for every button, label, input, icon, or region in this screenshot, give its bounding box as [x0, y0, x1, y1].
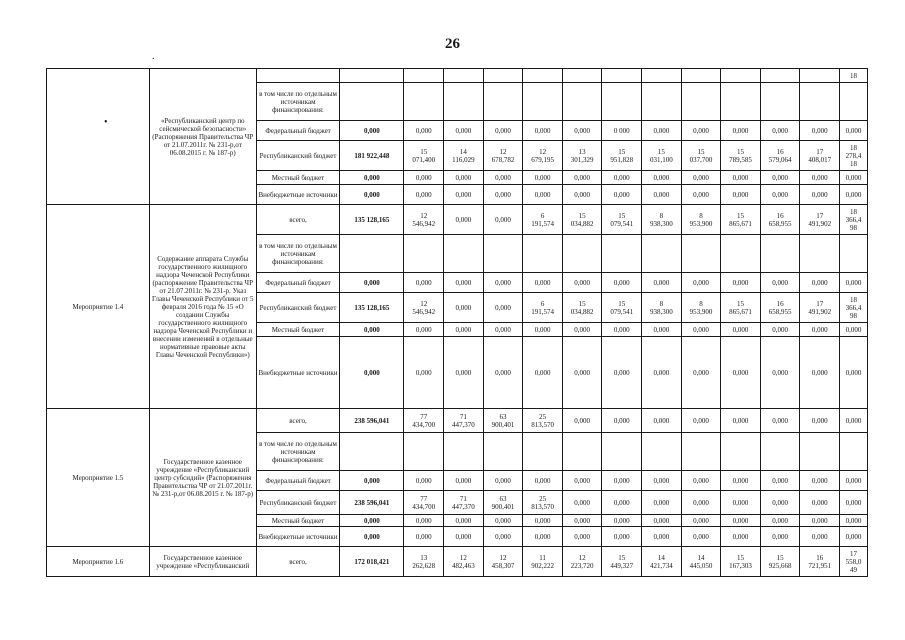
value-cell: 14 116,029 — [444, 141, 484, 171]
value-cell: 0,000 — [642, 171, 682, 185]
total-cell: 0,000 — [340, 527, 404, 547]
value-cell: 0,000 — [444, 185, 484, 205]
source-label: Местный бюджет — [256, 323, 339, 337]
value-cell: 0,000 — [562, 527, 602, 547]
margin-dot: . — [152, 51, 155, 62]
value-cell: 13 301,329 — [562, 141, 602, 171]
value-cell — [562, 69, 602, 83]
value-cell: 0,000 — [523, 185, 563, 205]
value-cell: 12 679,195 — [523, 141, 563, 171]
value-cell: 16 579,064 — [760, 141, 800, 171]
value-cell — [602, 235, 642, 273]
value-cell: 16 658,955 — [760, 205, 800, 235]
value-cell: 0,000 — [800, 527, 840, 547]
value-cell: 0,000 — [602, 527, 642, 547]
value-cell: 0,000 — [602, 337, 642, 409]
value-cell: 14 445,050 — [681, 547, 721, 577]
value-cell: 18 366,4 98 — [840, 293, 868, 323]
value-cell — [800, 83, 840, 121]
budget-table-body — [47, 69, 868, 577]
value-cell: 12 546,942 — [404, 293, 444, 323]
value-cell — [404, 83, 444, 121]
value-cell: 0,000 — [800, 185, 840, 205]
value-cell: 16 721,951 — [800, 547, 840, 577]
total-cell: 181 922,448 — [340, 141, 404, 171]
value-cell: 8 938,300 — [642, 205, 682, 235]
value-cell: 0,000 — [483, 515, 523, 527]
value-cell: 0,000 — [681, 171, 721, 185]
value-cell: 0,000 — [483, 185, 523, 205]
value-cell: 16 658,955 — [760, 293, 800, 323]
value-cell: 0,000 — [523, 337, 563, 409]
value-cell: 77 434,700 — [404, 491, 444, 515]
value-cell — [721, 433, 761, 471]
value-cell: 17 558,0 49 — [840, 547, 868, 577]
value-cell — [562, 83, 602, 121]
value-cell: 0,000 — [602, 323, 642, 337]
value-cell: 12 678,782 — [483, 141, 523, 171]
source-label: Федеральный бюджет — [256, 121, 339, 141]
source-label — [256, 69, 339, 83]
value-cell — [523, 83, 563, 121]
value-cell: 0,000 — [840, 409, 868, 433]
value-cell — [444, 69, 484, 83]
value-cell: 0,000 — [721, 273, 761, 293]
value-cell: 17 491,902 — [800, 205, 840, 235]
value-cell: 0,000 — [602, 171, 642, 185]
value-cell: 0,000 — [444, 337, 484, 409]
value-cell: 0,000 — [444, 515, 484, 527]
value-cell: 0,000 — [760, 121, 800, 141]
value-cell: 15 951,828 — [602, 141, 642, 171]
description-cell: «Республиканский центр по сейсмической безопасности» (Распоряжения Правительства ЧР от 21.07.2011г. № 231-р,от 06.08.2015 г. № 187-р) — [149, 69, 256, 205]
value-cell: 15 037,700 — [681, 141, 721, 171]
total-cell: 172 018,421 — [340, 547, 404, 577]
value-cell: 0,000 — [681, 185, 721, 205]
value-cell: 13 262,628 — [404, 547, 444, 577]
value-cell: 0,000 — [681, 527, 721, 547]
table-row — [47, 547, 868, 577]
value-cell: 25 813,570 — [523, 409, 563, 433]
value-cell: 0,000 — [840, 171, 868, 185]
source-label: Федеральный бюджет — [256, 273, 339, 293]
source-label: Внебюджетные источники — [256, 185, 339, 205]
value-cell — [483, 433, 523, 471]
value-cell — [681, 235, 721, 273]
value-cell: 0,000 — [404, 471, 444, 491]
source-label: Внебюджетные источники — [256, 337, 339, 409]
total-cell: 135 128,165 — [340, 205, 404, 235]
value-cell: 0,000 — [444, 273, 484, 293]
value-cell: 0,000 — [523, 471, 563, 491]
value-cell: 0,000 — [760, 471, 800, 491]
value-cell: 14 421,734 — [642, 547, 682, 577]
value-cell: 0,000 — [800, 171, 840, 185]
value-cell: 0,000 — [721, 171, 761, 185]
value-cell: 0,000 — [523, 121, 563, 141]
total-cell: 0,000 — [340, 273, 404, 293]
value-cell: 0 000 — [602, 121, 642, 141]
value-cell: 0,000 — [800, 515, 840, 527]
total-cell: 135 128,165 — [340, 293, 404, 323]
value-cell: 15 167,303 — [721, 547, 761, 577]
total-cell: 0,000 — [340, 471, 404, 491]
value-cell: 0,000 — [800, 471, 840, 491]
total-cell — [340, 69, 404, 83]
value-cell: 0,000 — [681, 273, 721, 293]
value-cell: 0,000 — [523, 323, 563, 337]
value-cell: 0,000 — [681, 515, 721, 527]
value-cell: 15 449,327 — [602, 547, 642, 577]
value-cell: 0,000 — [681, 121, 721, 141]
value-cell — [523, 433, 563, 471]
value-cell: 0,000 — [483, 527, 523, 547]
value-cell — [681, 83, 721, 121]
value-cell: 0,000 — [800, 409, 840, 433]
value-cell — [444, 433, 484, 471]
source-label: в том числе по отдельным источникам финансирования: — [256, 83, 339, 121]
value-cell: 0,000 — [840, 527, 868, 547]
value-cell: 15 865,671 — [721, 293, 761, 323]
value-cell: 0,000 — [721, 337, 761, 409]
value-cell: 8 938,300 — [642, 293, 682, 323]
source-label: в том числе по отдельным источникам финансирования: — [256, 433, 339, 471]
value-cell — [404, 235, 444, 273]
value-cell — [721, 83, 761, 121]
value-cell: 0,000 — [562, 491, 602, 515]
total-cell: 0,000 — [340, 337, 404, 409]
value-cell — [404, 69, 444, 83]
value-cell — [483, 235, 523, 273]
value-cell — [642, 433, 682, 471]
value-cell: 0,000 — [642, 515, 682, 527]
table-row — [47, 409, 868, 433]
value-cell: 0,000 — [840, 273, 868, 293]
total-cell: 0,000 — [340, 185, 404, 205]
value-cell — [523, 235, 563, 273]
value-cell: 71 447,370 — [444, 409, 484, 433]
value-cell: 12 482,463 — [444, 547, 484, 577]
value-cell: 0,000 — [800, 323, 840, 337]
value-cell: 15 031,100 — [642, 141, 682, 171]
page-number: 26 — [445, 36, 460, 52]
value-cell: 0,000 — [523, 527, 563, 547]
source-label: Республиканский бюджет — [256, 141, 339, 171]
value-cell — [681, 69, 721, 83]
value-cell: 0,000 — [444, 527, 484, 547]
value-cell: 0,000 — [523, 273, 563, 293]
value-cell: 17 408,017 — [800, 141, 840, 171]
value-cell — [840, 433, 868, 471]
value-cell: 15 034,882 — [562, 293, 602, 323]
value-cell: 0,000 — [760, 273, 800, 293]
value-cell — [800, 69, 840, 83]
value-cell: 0,000 — [681, 491, 721, 515]
value-cell: 15 034,882 — [562, 205, 602, 235]
value-cell: 0,000 — [721, 471, 761, 491]
value-cell: 0,000 — [642, 323, 682, 337]
value-cell: 0,000 — [721, 323, 761, 337]
value-cell: 0,000 — [760, 185, 800, 205]
source-label: всего, — [256, 547, 339, 577]
value-cell: 0,000 — [483, 471, 523, 491]
value-cell — [602, 69, 642, 83]
value-cell: 12 458,307 — [483, 547, 523, 577]
value-cell — [642, 83, 682, 121]
value-cell: 0,000 — [404, 515, 444, 527]
value-cell: 0,000 — [642, 491, 682, 515]
value-cell: 77 434,700 — [404, 409, 444, 433]
source-label: Местный бюджет — [256, 515, 339, 527]
value-cell: 0,000 — [760, 337, 800, 409]
value-cell: 0,000 — [760, 491, 800, 515]
value-cell — [681, 433, 721, 471]
value-cell: 0,000 — [404, 185, 444, 205]
value-cell — [523, 69, 563, 83]
value-cell: 12 223,720 — [562, 547, 602, 577]
source-label: Местный бюджет — [256, 171, 339, 185]
value-cell: 0,000 — [721, 121, 761, 141]
value-cell: 25 813,570 — [523, 491, 563, 515]
value-cell: 0,000 — [483, 293, 523, 323]
value-cell: 0,000 — [760, 171, 800, 185]
value-cell: 0,000 — [562, 409, 602, 433]
value-cell — [444, 83, 484, 121]
total-cell: 0,000 — [340, 121, 404, 141]
description-cell: Государственное казенное учреждение «Республиканский — [149, 547, 256, 577]
value-cell: 0,000 — [562, 121, 602, 141]
value-cell: 0,000 — [562, 323, 602, 337]
source-label: в том числе по отдельным источникам финансирования: — [256, 235, 339, 273]
value-cell: 0,000 — [721, 527, 761, 547]
table-row — [47, 69, 868, 83]
value-cell: 15 789,585 — [721, 141, 761, 171]
value-cell: 0,000 — [404, 121, 444, 141]
source-label: Республиканский бюджет — [256, 293, 339, 323]
value-cell: 0,000 — [404, 337, 444, 409]
value-cell: 0,000 — [642, 121, 682, 141]
value-cell: 0,000 — [721, 185, 761, 205]
value-cell: 0,000 — [760, 527, 800, 547]
value-cell: 0,000 — [642, 185, 682, 205]
value-cell: 15 079,541 — [602, 205, 642, 235]
value-cell: 0,000 — [721, 515, 761, 527]
value-cell: 0,000 — [602, 515, 642, 527]
event-cell — [47, 69, 150, 205]
value-cell: 0,000 — [404, 527, 444, 547]
value-cell — [760, 83, 800, 121]
value-cell: 0,000 — [483, 171, 523, 185]
description-cell: Государственное казенное учреждение «Республиканский центр субсидий» (Распоряжения Правительства ЧР от 21.07.2011г. № 231-р,от 06.08.2015 г. № 187-р) — [149, 409, 256, 547]
value-cell: 0,000 — [602, 185, 642, 205]
value-cell: 0,000 — [760, 409, 800, 433]
value-cell: 0,000 — [642, 273, 682, 293]
value-cell: 0,000 — [721, 409, 761, 433]
value-cell: 0,000 — [562, 171, 602, 185]
value-cell: 0,000 — [562, 273, 602, 293]
description-cell: Содержание аппарата Службы государственного жилищного надзора Чеченской Республики (распоряжение Правительства ЧР от 21.07.2011г. № 231-р. Указ Главы Чеченской Республики от 5 февраля 2016 года № 15 «О создании Службы государственного жилищного надзора Чеченской Республики и внесении изменений в отдельные нормативные правовые акты Главы Чеченской Республики») — [149, 205, 256, 409]
value-cell: 0,000 — [840, 121, 868, 141]
value-cell: 15 865,671 — [721, 205, 761, 235]
value-cell: 0,000 — [404, 273, 444, 293]
value-cell: 11 902,222 — [523, 547, 563, 577]
source-label: всего, — [256, 409, 339, 433]
value-cell: 18 — [840, 69, 868, 83]
value-cell: 0,000 — [444, 205, 484, 235]
value-cell — [642, 235, 682, 273]
value-cell: 0,000 — [642, 337, 682, 409]
value-cell: 0,000 — [800, 491, 840, 515]
total-cell: 0,000 — [340, 515, 404, 527]
value-cell — [483, 69, 523, 83]
value-cell: 0,000 — [760, 515, 800, 527]
value-cell: 0,000 — [404, 323, 444, 337]
margin-dot: • — [104, 117, 108, 128]
value-cell — [602, 83, 642, 121]
value-cell: 0,000 — [444, 171, 484, 185]
source-label: всего, — [256, 205, 339, 235]
value-cell: 0,000 — [562, 185, 602, 205]
value-cell: 0,000 — [840, 471, 868, 491]
event-cell: Мероприятие 1.6 — [47, 547, 150, 577]
value-cell: 15 079,541 — [602, 293, 642, 323]
total-cell: 0,000 — [340, 171, 404, 185]
value-cell: 0,000 — [483, 273, 523, 293]
value-cell: 15 925,668 — [760, 547, 800, 577]
budget-table — [46, 68, 868, 577]
event-cell: Мероприятие 1.5 — [47, 409, 150, 547]
value-cell: 6 191,574 — [523, 205, 563, 235]
value-cell: 0,000 — [800, 273, 840, 293]
value-cell: 17 491,902 — [800, 293, 840, 323]
value-cell: 12 546,942 — [404, 205, 444, 235]
value-cell: 71 447,370 — [444, 491, 484, 515]
value-cell — [760, 235, 800, 273]
source-label: Республиканский бюджет — [256, 491, 339, 515]
source-label: Федеральный бюджет — [256, 471, 339, 491]
value-cell: 63 900,401 — [483, 491, 523, 515]
value-cell: 0,000 — [483, 323, 523, 337]
value-cell — [721, 235, 761, 273]
total-cell — [340, 83, 404, 121]
value-cell — [721, 69, 761, 83]
total-cell: 238 596,041 — [340, 409, 404, 433]
value-cell — [642, 69, 682, 83]
value-cell — [800, 433, 840, 471]
value-cell — [760, 69, 800, 83]
value-cell: 0,000 — [760, 323, 800, 337]
value-cell: 0,000 — [562, 337, 602, 409]
total-cell — [340, 235, 404, 273]
event-cell: Мероприятие 1.4 — [47, 205, 150, 409]
value-cell: 0,000 — [523, 515, 563, 527]
value-cell: 0,000 — [444, 293, 484, 323]
value-cell: 15 071,400 — [404, 141, 444, 171]
value-cell: 0,000 — [483, 121, 523, 141]
value-cell: 0,000 — [642, 471, 682, 491]
value-cell — [760, 433, 800, 471]
value-cell — [840, 83, 868, 121]
value-cell: 0,000 — [681, 409, 721, 433]
value-cell: 0,000 — [681, 323, 721, 337]
value-cell: 0,000 — [602, 273, 642, 293]
value-cell: 0,000 — [800, 121, 840, 141]
value-cell: 0,000 — [602, 491, 642, 515]
value-cell — [562, 235, 602, 273]
value-cell: 0,000 — [483, 337, 523, 409]
total-cell: 0,000 — [340, 323, 404, 337]
value-cell: 8 953,900 — [681, 293, 721, 323]
value-cell: 0,000 — [800, 337, 840, 409]
value-cell: 0,000 — [840, 185, 868, 205]
value-cell: 0,000 — [562, 471, 602, 491]
value-cell: 0,000 — [404, 171, 444, 185]
value-cell: 0,000 — [681, 471, 721, 491]
value-cell: 0,000 — [642, 527, 682, 547]
value-cell: 0,000 — [602, 471, 642, 491]
value-cell: 6 191,574 — [523, 293, 563, 323]
value-cell: 0,000 — [840, 515, 868, 527]
value-cell: 0,000 — [444, 471, 484, 491]
value-cell: 18 366,4 98 — [840, 205, 868, 235]
value-cell: 8 953,900 — [681, 205, 721, 235]
value-cell: 0,000 — [444, 121, 484, 141]
value-cell: 0,000 — [840, 491, 868, 515]
table-row — [47, 205, 868, 235]
total-cell — [340, 433, 404, 471]
value-cell — [444, 235, 484, 273]
value-cell: 63 900,401 — [483, 409, 523, 433]
value-cell: 0,000 — [562, 515, 602, 527]
value-cell — [404, 433, 444, 471]
value-cell: 0,000 — [840, 337, 868, 409]
value-cell: 0,000 — [523, 171, 563, 185]
source-label: Внебюджетные источники — [256, 527, 339, 547]
value-cell: 18 278,4 18 — [840, 141, 868, 171]
value-cell: 0,000 — [721, 491, 761, 515]
value-cell: 0,000 — [681, 337, 721, 409]
value-cell — [483, 83, 523, 121]
value-cell — [602, 433, 642, 471]
value-cell: 0,000 — [483, 205, 523, 235]
value-cell: 0,000 — [602, 409, 642, 433]
value-cell — [562, 433, 602, 471]
total-cell: 238 596,041 — [340, 491, 404, 515]
value-cell: 0,000 — [444, 323, 484, 337]
value-cell — [800, 235, 840, 273]
value-cell: 0,000 — [642, 409, 682, 433]
value-cell — [840, 235, 868, 273]
value-cell: 0,000 — [840, 323, 868, 337]
